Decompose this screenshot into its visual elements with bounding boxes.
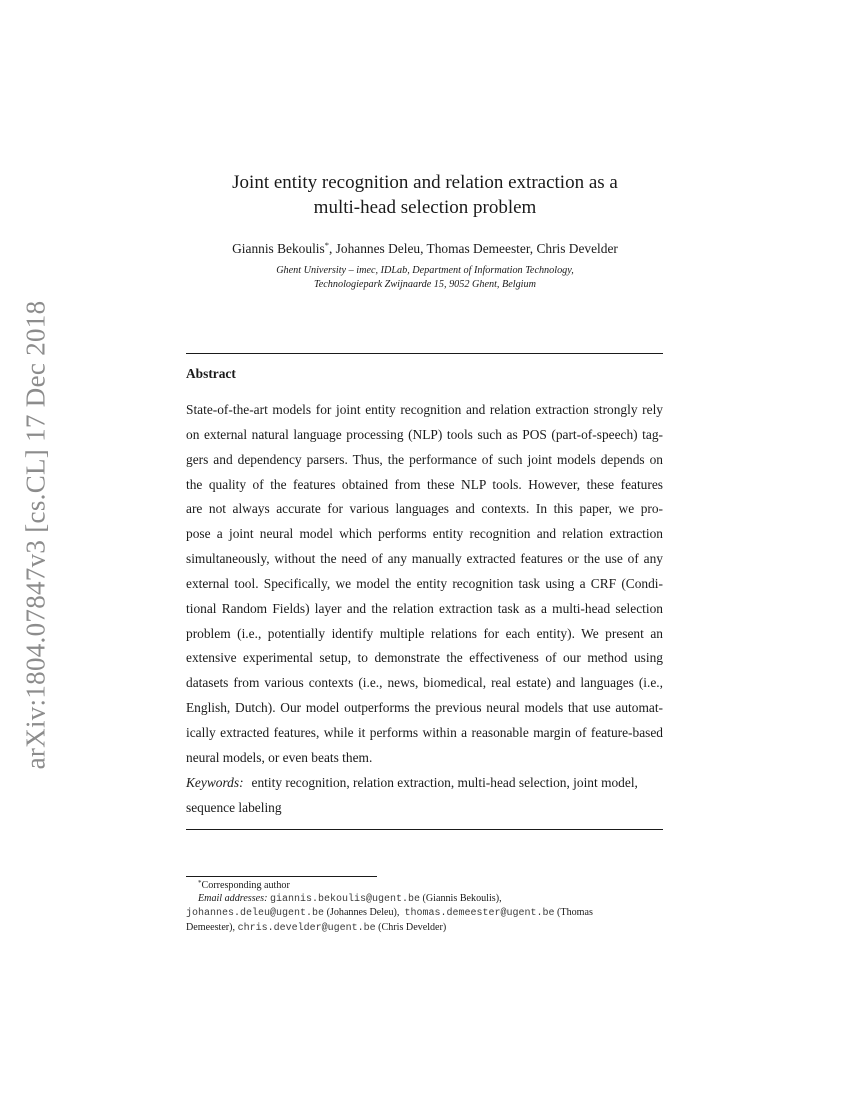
keywords-line-1 xyxy=(186,773,663,798)
email-link-bekoulis[interactable]: giannis.bekoulis@ugent.be xyxy=(269,894,420,906)
affiliation xyxy=(160,264,690,292)
email-label: Email addresses: xyxy=(198,893,268,905)
footnote-separator xyxy=(186,876,377,877)
abstract-line: gers and dependency parsers. Thus, the performance of such joint models depends on xyxy=(186,451,663,467)
abstract-line: datasets from various contexts (i.e., news, biomedical, real estate) and languages (i.e., xyxy=(186,675,663,691)
abstract-body xyxy=(186,400,663,822)
keywords-text-1: entity recognition, relation extraction, multi-head selection, joint model, xyxy=(251,774,638,790)
email-owner-demeester-part1: (Thomas xyxy=(557,907,593,919)
author-list xyxy=(160,240,690,257)
abstract-top-rule xyxy=(186,353,663,354)
keywords-label: Keywords: xyxy=(186,774,244,790)
keywords-line-2: sequence labeling xyxy=(186,799,282,815)
abstract-bottom-rule xyxy=(186,829,663,830)
abstract-line: simultaneously, without the need of any manually extracted features or the use of any xyxy=(186,551,663,567)
abstract-line: external tool. Specifically, we model the entity recognition task using a CRF (Condi- xyxy=(186,575,663,591)
title-line-1: Joint entity recognition and relation extraction as a xyxy=(232,172,618,193)
corresponding-author-text: Corresponding author xyxy=(201,880,290,891)
abstract-line: ically extracted features, while it performs within a reasonable margin of feature-based xyxy=(186,724,663,740)
email-link-develder[interactable]: chris.develder@ugent.be xyxy=(237,922,376,934)
email-link-deleu[interactable]: johannes.deleu@ugent.be xyxy=(186,908,325,920)
abstract-line: neural models, or even beats them. xyxy=(186,749,373,765)
abstract-heading: Abstract xyxy=(186,366,236,381)
other-authors: , Johannes Deleu, Thomas Demeester, Chris Develder xyxy=(328,241,618,256)
abstract-line: English, Dutch). Our model outperforms the previous neural models that use automat- xyxy=(186,700,663,716)
email-line-3 xyxy=(186,921,663,935)
abstract-line: on external natural language processing (NLP) tools such as POS (part-of-speech) tag- xyxy=(186,426,663,442)
footnotes xyxy=(186,879,663,935)
affiliation-line-1: Ghent University – imec, IDLab, Department of Information Technology, xyxy=(276,265,574,276)
corresponding-author-mark: * xyxy=(324,240,329,250)
email-line-1 xyxy=(186,892,663,906)
corresponding-author-footnote xyxy=(186,879,663,892)
abstract-line: pose a joint neural model which performs entity recognition and relation extraction xyxy=(186,526,663,542)
email-owner-develder: (Chris Develder) xyxy=(378,921,447,933)
title-line-2: multi-head selection problem xyxy=(313,197,537,218)
email-owner-demeester-part2: Demeester), xyxy=(186,921,236,933)
email-owner-bekoulis: (Giannis Bekoulis), xyxy=(422,893,502,905)
abstract-line: the quality of the features obtained from these NLP tools. However, these features xyxy=(186,476,663,492)
affiliation-line-2: Technologiepark Zwijnaarde 15, 9052 Ghent, Belgium xyxy=(314,279,536,290)
abstract-line: tional Random Fields) layer and the relation extraction task as a multi-head selection xyxy=(186,600,663,616)
footnote-mark: * xyxy=(198,879,202,887)
abstract-line: State-of-the-art models for joint entity recognition and relation extraction strongly rely xyxy=(186,402,663,417)
email-line-2 xyxy=(186,906,663,920)
email-link-demeester[interactable]: thomas.demeester@ugent.be xyxy=(404,908,555,920)
abstract-line: are not always accurate for various languages and contexts. In this paper, we pro- xyxy=(186,501,663,517)
abstract-line: problem (i.e., potentially identify multiple relations for each entity). We present an xyxy=(186,625,663,641)
keywords xyxy=(186,773,663,823)
arxiv-identifier-stamp: arXiv:1804.07847v3 [cs.CL] 17 Dec 2018 xyxy=(20,300,51,770)
email-owner-deleu: (Johannes Deleu), xyxy=(326,907,400,919)
abstract-line: extensive experimental setup, to demonstrate the effectiveness of our method using xyxy=(186,650,663,666)
paper-title xyxy=(160,170,690,220)
first-author: Giannis Bekoulis xyxy=(232,241,325,256)
